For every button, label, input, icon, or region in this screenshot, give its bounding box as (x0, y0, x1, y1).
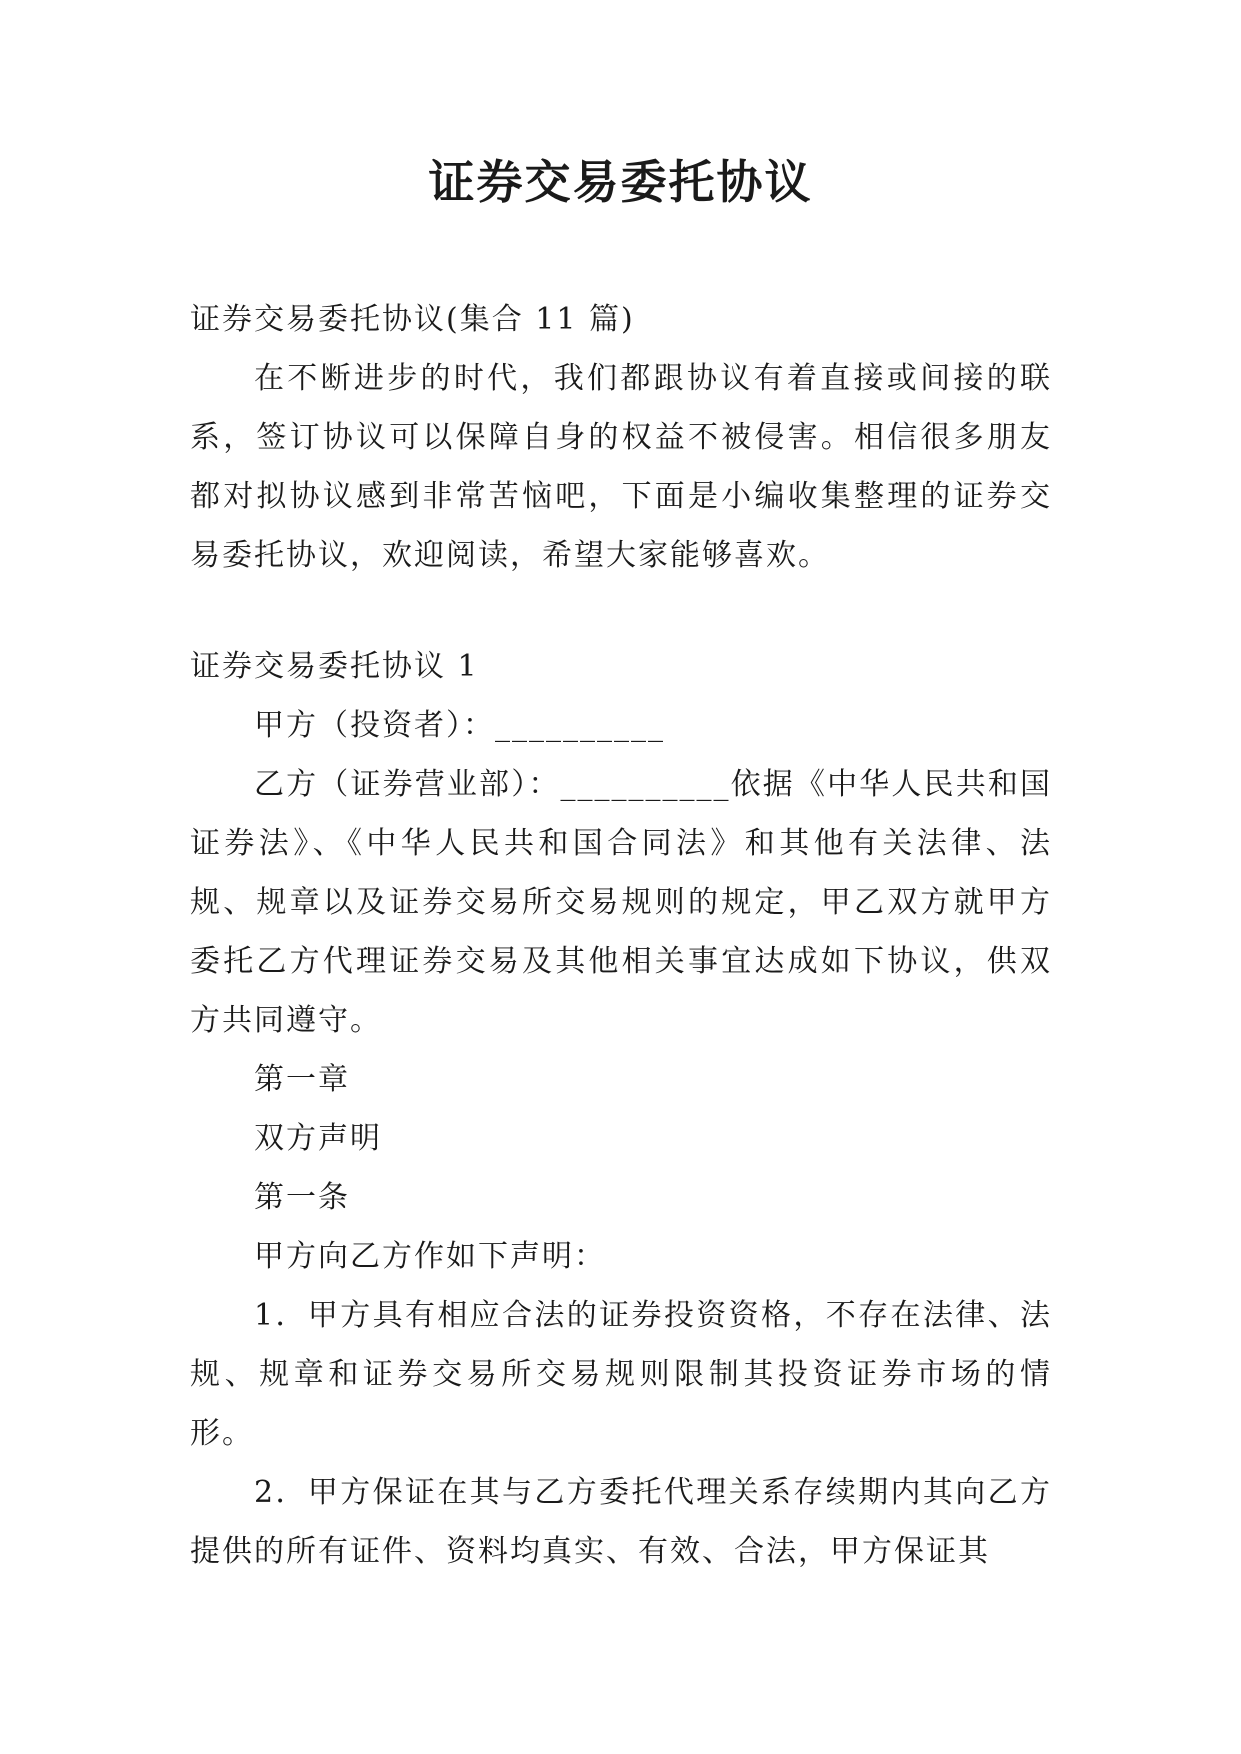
document-subtitle: 证券交易委托协议(集合 11 篇) (190, 302, 635, 337)
document-body (190, 290, 1052, 1581)
intro-paragraph: 在不断进步的时代，我们都跟协议有着直接或间接的联系，签订协议可以保障自身的权益不被侵害。相信很多朋友都对拟协议感到非常苦恼吧，下面是小编收集整理的证券交易委托协议，欢迎阅读，希望大家能够喜欢。 (190, 361, 1052, 573)
declaration-item-1: 1．甲方具有相应合法的证券投资资格，不存在法律、法规、规章和证券交易所交易规则限制其投资证券市场的情形。 (190, 1298, 1052, 1451)
party-a-line: 甲方（投资者）：__________ (254, 708, 665, 743)
chapter-number: 第一章 (254, 1062, 350, 1097)
document-title: 证券交易委托协议 (428, 155, 813, 209)
chapter-title: 双方声明 (254, 1121, 382, 1156)
article-number: 第一条 (254, 1180, 350, 1215)
declaration-item-2: 2．甲方保证在其与乙方委托代理关系存续期内其向乙方提供的所有证件、资料均真实、有效、合法，甲方保证其 (190, 1475, 1052, 1569)
article-intro: 甲方向乙方作如下声明： (254, 1239, 606, 1274)
section-spacer (190, 585, 1052, 637)
section-heading: 证券交易委托协议 1 (190, 649, 479, 684)
party-b-paragraph: 乙方（证券营业部）：__________依据《中华人民共和国证券法》、《中华人民共和国合同法》和其他有关法律、法规、规章以及证券交易所交易规则的规定，甲乙双方就甲方委托乙方代理证券交易及其他相关事宜达成如下协议，供双方共同遵守。 (190, 767, 1052, 1038)
